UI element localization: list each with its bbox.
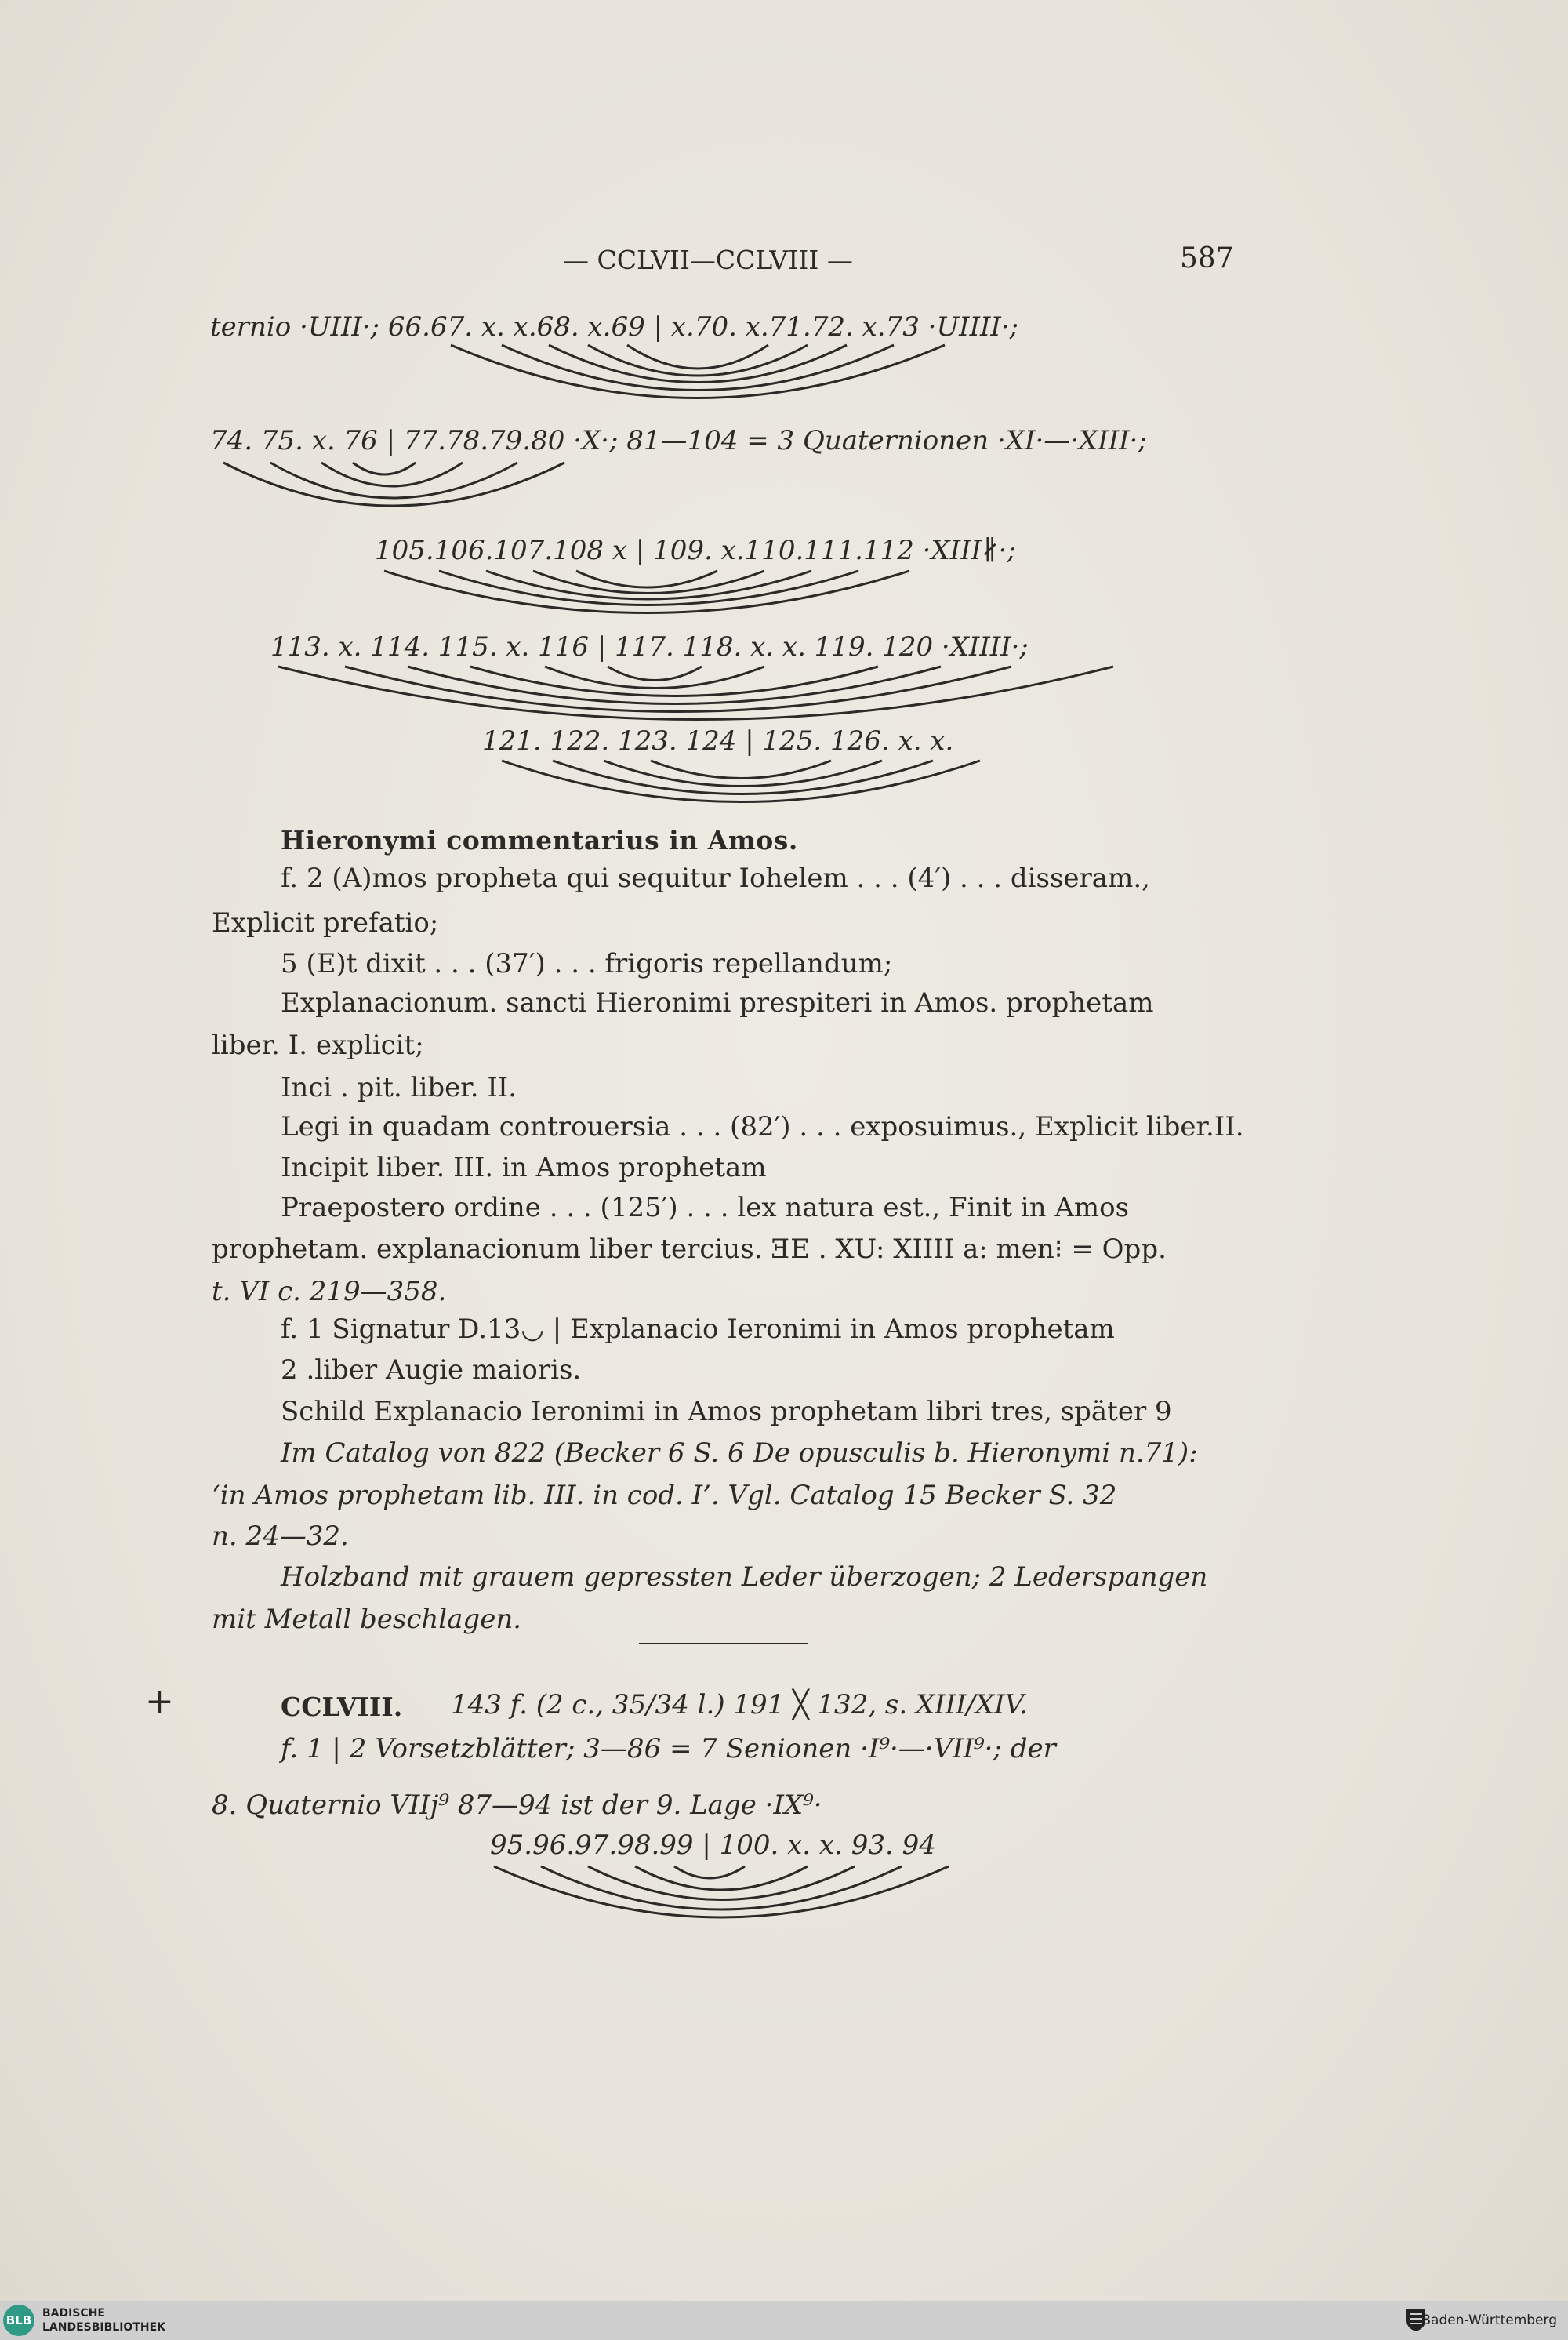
text-line: f. 2 (A)mos propheta qui sequitur Iohelem . . . (4′) . . . disseram., — [281, 863, 1150, 894]
text-line: liber. I. explicit; — [212, 1030, 424, 1061]
section-divider — [639, 1643, 808, 1644]
arcs-line-1 — [451, 345, 945, 398]
margin-mark: + — [145, 1681, 174, 1721]
collation-line-1: ternio ·UIII·; 66.67. x. x.68. x.69 | x.70. x.71.72. x.73 ·UIIII·; — [210, 311, 1019, 343]
catalog-line: ‘in Amos prophetam lib. III. in cod. I’. Vgl. Catalog 15 Becker S. 32 — [212, 1480, 1117, 1511]
footer-bar — [0, 2301, 1568, 2340]
entry-description: 143 f. (2 c., 35/34 l.) 191 ╳ 132, s. XIII/XIV. — [451, 1689, 1028, 1720]
text-line: Praepostero ordine . . . (125′) . . . lex natura est., Finit in Amos — [281, 1192, 1130, 1223]
signature-line: f. 1 Signatur D.13◡ | Explanacio Ieronimi in Amos prophetam — [281, 1314, 1115, 1345]
library-name: BADISCHE LANDESBIBLIOTHEK — [42, 2307, 166, 2334]
page-number: 587 — [1180, 242, 1234, 274]
arcs-line-4 — [278, 667, 1113, 720]
text-line: Explicit prefatio; — [212, 907, 439, 939]
text-line: Legi in quadam controuersia . . . (82′) . . . exposuimus., Explicit liber.II. — [281, 1111, 1244, 1143]
arcs-entry-258 — [494, 1866, 949, 1917]
collation-258-line-1: f. 1 | 2 Vorsetzblätter; 3—86 = 7 Senionen ·I⁹·—·VII⁹·; der — [281, 1733, 1056, 1764]
arcs-line-3 — [384, 571, 909, 613]
text-line: t. VI c. 219—358. — [212, 1276, 447, 1307]
collation-line-3: 105.106.107.108 x | 109. x.110.111.112 ·XIII∦·; — [375, 535, 1016, 566]
text-line: Incipit liber. III. in Amos prophetam — [281, 1152, 767, 1183]
schild-line: Schild Explanacio Ieronimi in Amos prophetam libri tres, später 9 — [281, 1396, 1172, 1427]
text-line: 5 (E)t dixit . . . (37′) . . . frigoris repellandum; — [281, 948, 893, 979]
text-line: prophetam. explanacionum liber tercius. ƎE . XU: XIIII a: men⁝ = Opp. — [212, 1234, 1167, 1265]
entry-number: CCLVIII. — [281, 1691, 403, 1722]
text-line: Inci . pit. liber. II. — [281, 1072, 517, 1103]
blb-logo: BLB — [3, 2305, 34, 2336]
binding-line: Holzband mit grauem gepressten Leder überzogen; 2 Lederspangen — [281, 1561, 1208, 1593]
arcs-line-5 — [502, 761, 980, 802]
collation-line-5: 121. 122. 123. 124 | 125. 126. x. x. — [482, 725, 954, 757]
collation-line-4: 113. x. 114. 115. x. 116 | 117. 118. x. x. 119. 120 ·XIIII·; — [270, 631, 1029, 663]
signature-line-2: 2 .liber Augie maioris. — [281, 1354, 582, 1386]
collation-258-line-3: 95.96.97.98.99 | 100. x. x. 93. 94 — [490, 1829, 936, 1861]
state-label: Baden-Württemberg — [1421, 2313, 1557, 2328]
work-heading: Hieronymi commentarius in Amos. — [281, 825, 798, 856]
binding-line: mit Metall beschlagen. — [212, 1604, 522, 1635]
arcs-line-2 — [223, 463, 564, 506]
catalog-line: n. 24—32. — [212, 1521, 349, 1552]
collation-line-2: 74. 75. x. 76 | 77.78.79.80 ·X·; 81—104 = 3 Quaternionen ·XI·—·XIII·; — [210, 425, 1147, 456]
running-title: — CCLVII—CCLVIII — — [563, 245, 853, 275]
collation-258-line-2: 8. Quaternio VIIj⁹ 87—94 ist der 9. Lage ·IX⁹· — [212, 1790, 822, 1821]
catalog-line: Im Catalog von 822 (Becker 6 S. 6 De opusculis b. Hieronymi n.71): — [281, 1437, 1198, 1469]
text-line: Explanacionum. sancti Hieronimi prespiteri in Amos. prophetam — [281, 987, 1154, 1019]
